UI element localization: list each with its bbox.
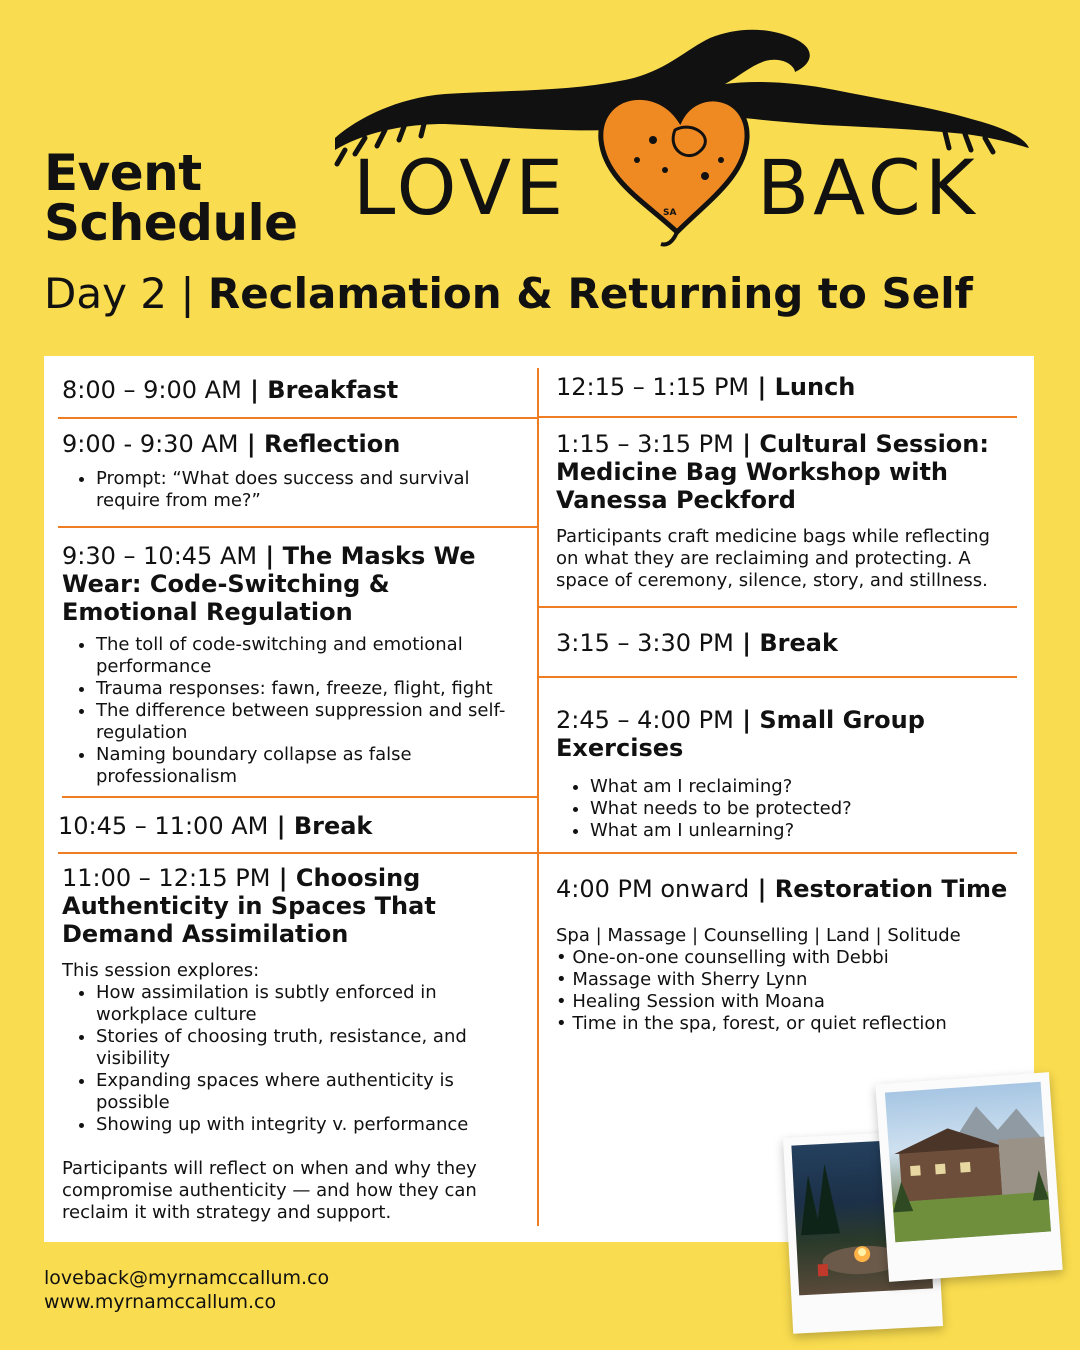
title-line-2: Schedule <box>44 194 298 252</box>
list-item: • One-on-one counselling with Debbi <box>556 947 889 968</box>
list-item: • Showing up with integrity v. performance <box>96 1114 532 1136</box>
session-small-group: 2:45 – 4:00 PM | Small Group Exercises • What am I reclaiming? • What needs to be protected? • What am I unlearning? <box>556 706 1016 842</box>
session-breakfast: 8:00 – 9:00 AM | Breakfast <box>62 376 399 404</box>
divider <box>539 416 1017 418</box>
session-break-2: 3:15 – 3:30 PM | Break <box>556 629 838 657</box>
divider <box>539 852 1017 854</box>
session-intro: This session explores: <box>62 960 260 981</box>
divider <box>539 676 1017 678</box>
session-title: Break <box>293 812 373 840</box>
session-masks: 9:30 – 10:45 AM | The Masks We Wear: Code-Switching & Emotional Regulation • The toll of code-switching and emotional performance • Trauma responses: fawn, freeze, flight, fight • The difference between suppression and self-regulation • Naming boundary collapse as false professionalism <box>62 542 532 788</box>
email-link[interactable]: loveback@myrnamccallum.co <box>44 1267 330 1289</box>
list-item: • Massage with Sherry Lynn <box>556 969 808 990</box>
session-title: Reflection <box>263 430 401 458</box>
list-item: • How assimilation is subtly enforced in workplace culture <box>96 982 532 1026</box>
session-title: Break <box>759 629 838 657</box>
list-item: • What needs to be protected? <box>590 798 1016 820</box>
list-item: • Prompt: “What does success and survival require from me?” <box>96 468 532 512</box>
heart-initials: SA <box>663 208 677 218</box>
divider <box>58 526 538 528</box>
session-authenticity: 11:00 – 12:15 PM | Choosing Authenticity in Spaces That Demand Assimilation This session explores: • How assimilation is subtly enforced in workplace culture • Stories of choosing truth, resistance, and visibility • Expanding spaces where authenticity is possible • Showing up with integrity v. performance Participants will reflect on when and why they compromise authenticity — and how they can reclaim it with strategy and support. <box>62 864 532 1224</box>
title-line-1: Event <box>44 144 202 202</box>
list-item: • What am I reclaiming? <box>590 776 1016 798</box>
restoration-options: Spa | Massage | Counselling | Land | Solitude <box>556 925 961 946</box>
session-restoration: 4:00 PM onward | Restoration Time Spa | Massage | Counselling | Land | Solitude • One-on-one counselling with Debbi • Massage with Sherry Lynn • Healing Session with Moana • Time in the spa, forest, or quiet reflection <box>556 875 1016 1035</box>
session-break-1: 10:45 – 11:00 AM | Break <box>58 812 373 840</box>
list-item: • Naming boundary collapse as false professionalism <box>96 744 532 788</box>
polaroid-photo-lodge <box>875 1072 1062 1282</box>
logo-word-back: BACK <box>757 143 979 232</box>
list-item: • The difference between suppression and self-regulation <box>96 700 532 744</box>
loveback-logo <box>325 20 1035 260</box>
day-title: Reclamation & Returning to Self <box>207 269 973 318</box>
session-description: Participants craft medicine bags while reflecting on what they are reclaiming and protecting. A space of ceremony, silence, story, and stillness. <box>556 526 990 591</box>
session-cultural: 1:15 – 3:15 PM | Cultural Session: Medicine Bag Workshop with Vanessa Peckford Participants craft medicine bags while reflecting on what they are reclaiming and protecting. A space of ceremony, silence, story, and stillness. <box>556 430 1016 592</box>
day-prefix: Day 2 | <box>44 269 208 318</box>
session-title: Breakfast <box>267 376 399 404</box>
divider <box>539 606 1017 608</box>
list-item: • The toll of code-switching and emotional performance <box>96 634 532 678</box>
divider <box>58 852 538 854</box>
list-item: • Trauma responses: fawn, freeze, flight, fight <box>96 678 532 700</box>
list-item: • Stories of choosing truth, resistance, and visibility <box>96 1026 532 1070</box>
list-item: • Healing Session with Moana <box>556 991 825 1012</box>
page-title <box>44 144 298 252</box>
list-item: • Expanding spaces where authenticity is possible <box>96 1070 532 1114</box>
session-outro: Participants will reflect on when and why they compromise authenticity — and how they can reclaim it with strategy and support. <box>62 1158 477 1223</box>
session-lunch: 12:15 – 1:15 PM | Lunch <box>556 373 856 401</box>
list-item: • Time in the spa, forest, or quiet reflection <box>556 1013 947 1034</box>
session-title: Lunch <box>774 373 856 401</box>
mountain-lodge-image <box>885 1082 1051 1243</box>
logo-word-love: LOVE <box>353 143 568 232</box>
day-heading <box>44 268 973 320</box>
session-title: Restoration Time <box>774 875 1008 903</box>
session-time: 8:00 – 9:00 AM <box>62 376 242 404</box>
session-reflection: 9:00 - 9:30 AM | Reflection • Prompt: “What does success and survival require from me?” <box>62 430 532 512</box>
contact-footer <box>44 1266 329 1314</box>
list-item: • What am I unlearning? <box>590 820 1016 842</box>
divider <box>62 796 538 798</box>
divider <box>58 417 538 419</box>
website-link[interactable]: www.myrnamccallum.co <box>44 1291 277 1313</box>
